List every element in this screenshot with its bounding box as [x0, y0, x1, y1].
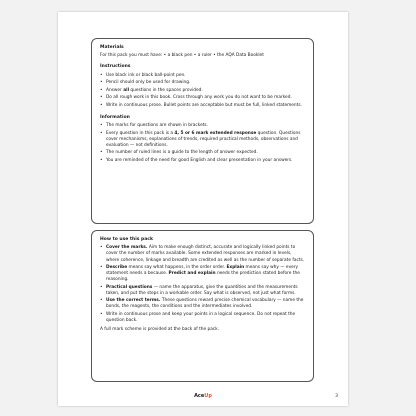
list-item: • Cover the marks. Aim to make enough distinct, accurate and logically linked points to cover the number of marks available. Some extended responses are marked in levels, where coherence, linkage and breadth are credited as well as the number of separate facts.: [100, 245, 305, 263]
how-to-use-heading: How to use this pack: [100, 237, 153, 242]
list-item: • Write in continuous prose. Bullet points are acceptable but must be full, linked statements.: [100, 103, 305, 109]
information-heading: Information: [100, 114, 130, 120]
list-item: • The number of ruled lines is a guide to the length of answer expected.: [100, 150, 305, 156]
document-page: [58, 12, 348, 406]
how-to-use-box: [91, 230, 314, 382]
list-item: • Describe means say what happens, in the order order. Explain means say why — every statement needs a because. Predict and explain needs the prediction stated before the reasoning.: [100, 265, 305, 283]
instructions-list: [100, 73, 305, 109]
list-item: • Pencil should only be used for drawing.: [100, 80, 305, 86]
brand-logo: AceUp: [194, 393, 212, 399]
list-item: • You are reminded of the need for good English and clear presentation in your answers.: [100, 158, 305, 164]
materials-line: For this pack you must have: • a black pen • a ruler • the AQA Data Booklet: [100, 53, 264, 59]
information-list: [100, 123, 305, 164]
page-number: 3: [335, 394, 338, 399]
list-item: • Every question in this pack is a 4, 5 or 6 mark extended response question. Questions cover mechanisms, explanations of trends, required practical methods, observations and evaluation — not definitions.: [100, 131, 305, 149]
materials-instructions-box: [91, 38, 314, 224]
list-item: • Do all rough work in this book. Cross through any work you do not want to be marked.: [100, 95, 305, 101]
list-item: • Practical questions — name the apparatus, give the quantities and the measurements taken, and put the steps in a workable order. Say what is observed, not just what forms.: [100, 285, 305, 297]
list-item: • Write in continuous prose and keep your points in a logical sequence. Do not repeat the question back.: [100, 312, 305, 324]
how-to-use-list: [100, 245, 305, 324]
closing-note: A full mark scheme is provided at the back of the pack.: [100, 327, 220, 333]
list-item: • Answer all questions in the spaces provided.: [100, 88, 305, 94]
list-item: • The marks for questions are shown in brackets.: [100, 123, 305, 129]
list-item: • Use the correct terms. These questions reward precise chemical vocabulary — name the bonds, the reagents, the conditions and the intermediates involved.: [100, 298, 305, 310]
list-item: • Use black ink or black ball-point pen.: [100, 73, 305, 79]
instructions-heading: Instructions: [100, 64, 131, 70]
materials-heading: Materials: [100, 45, 124, 50]
